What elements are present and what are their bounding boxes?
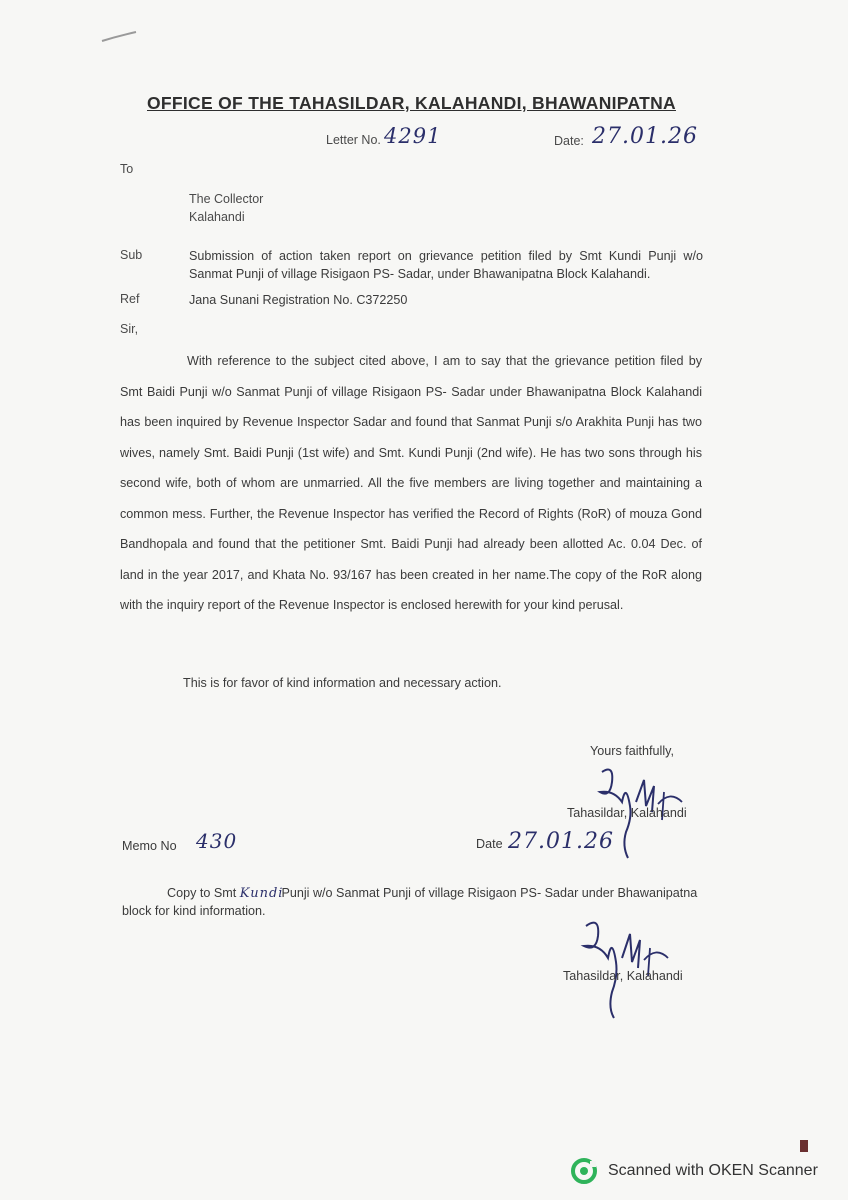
to-label: To <box>120 162 134 176</box>
recipient-line2: Kalahandi <box>189 210 245 224</box>
recipient-line1: The Collector <box>189 192 264 206</box>
body-line: Smt Baidi Punji w/o Sanmat Punji of village Risigaon PS- Sadar under Bhawanipatna Block Kalahandi <box>120 384 702 399</box>
page-edge-mark <box>800 1140 808 1152</box>
salutation: Sir, <box>120 322 139 336</box>
scanner-text: Scanned with OKEN Scanner <box>608 1162 818 1179</box>
office-title: OFFICE OF THE TAHASILDAR, KALAHANDI, BHAWANIPATNA <box>147 93 676 113</box>
memo-label: Memo No <box>122 839 177 853</box>
body-paragraph <box>120 346 702 621</box>
memo-date-label: Date <box>476 837 503 851</box>
signoff2-designation: Tahasildar, Kalahandi <box>563 969 683 983</box>
yours-faithfully: Yours faithfully, <box>590 744 675 758</box>
subject-line2: Sanmat Punji of village Risigaon PS- Sadar, under Bhawanipatna Block Kalahandi. <box>189 267 651 281</box>
signature-tahasildar-2 <box>576 912 686 1022</box>
pen-mark <box>100 30 140 44</box>
date-label: Date: <box>554 134 584 148</box>
body-line: has been inquired by Revenue Inspector Sadar and found that Sanmat Punji s/o Arakhita Punji has two <box>120 415 702 429</box>
copy-to-prefix: Copy to Smt <box>167 886 237 900</box>
scanner-watermark <box>570 1157 818 1185</box>
ref-label: Ref <box>120 292 140 306</box>
copy-to-line2: block for kind information. <box>122 904 266 918</box>
subject-label: Sub <box>120 248 143 262</box>
memo-value: 430 <box>196 829 238 853</box>
letter-no-label: Letter No. <box>326 133 381 147</box>
copy-to-handwritten-name: Kundi <box>239 886 284 901</box>
closing-line: This is for favor of kind information and necessary action. <box>183 676 502 690</box>
copy-to-line1 <box>167 886 697 901</box>
body-line: Bandhopala and found that the petitioner Smt. Baidi Punji had already been allotted Ac. 0.04 Dec. of <box>120 537 702 551</box>
body-line: second wife, both of whom are unmarried. All the five members are living together and maintaining a <box>120 476 702 490</box>
subject-line1: Submission of action taken report on grievance petition filed by Smt Kundi Punji w/o <box>189 249 703 263</box>
letter-no-value: 4291 <box>384 124 442 148</box>
copy-to-suffix: Punji w/o Sanmat Punji of village Risigaon PS- Sadar under Bhawanipatna <box>281 886 698 900</box>
body-line: land in the year 2017, and Khata No. 93/167 has been created in her name.The copy of the RoR along <box>120 567 702 582</box>
memo-date-value: 27.01.26 <box>508 829 614 854</box>
date-value: 27.01.26 <box>592 124 698 149</box>
scanner-logo-icon <box>570 1157 598 1185</box>
body-line: common mess. Further, the Revenue Inspector has verified the Record of Rights (RoR) of mouza Gond <box>120 506 702 521</box>
signoff-designation: Tahasildar, Kalahandi <box>567 806 687 820</box>
body-line: wives, namely Smt. Baidi Punji (1st wife) and Smt. Kundi Punji (2nd wife). He has two sons through his <box>120 445 702 460</box>
body-line: With reference to the subject cited above, I am to say that the grievance petition filed by <box>187 354 702 368</box>
ref-text: Jana Sunani Registration No. C372250 <box>189 293 408 307</box>
body-line: with the inquiry report of the Revenue Inspector is enclosed herewith for your kind perusal. <box>120 598 624 612</box>
